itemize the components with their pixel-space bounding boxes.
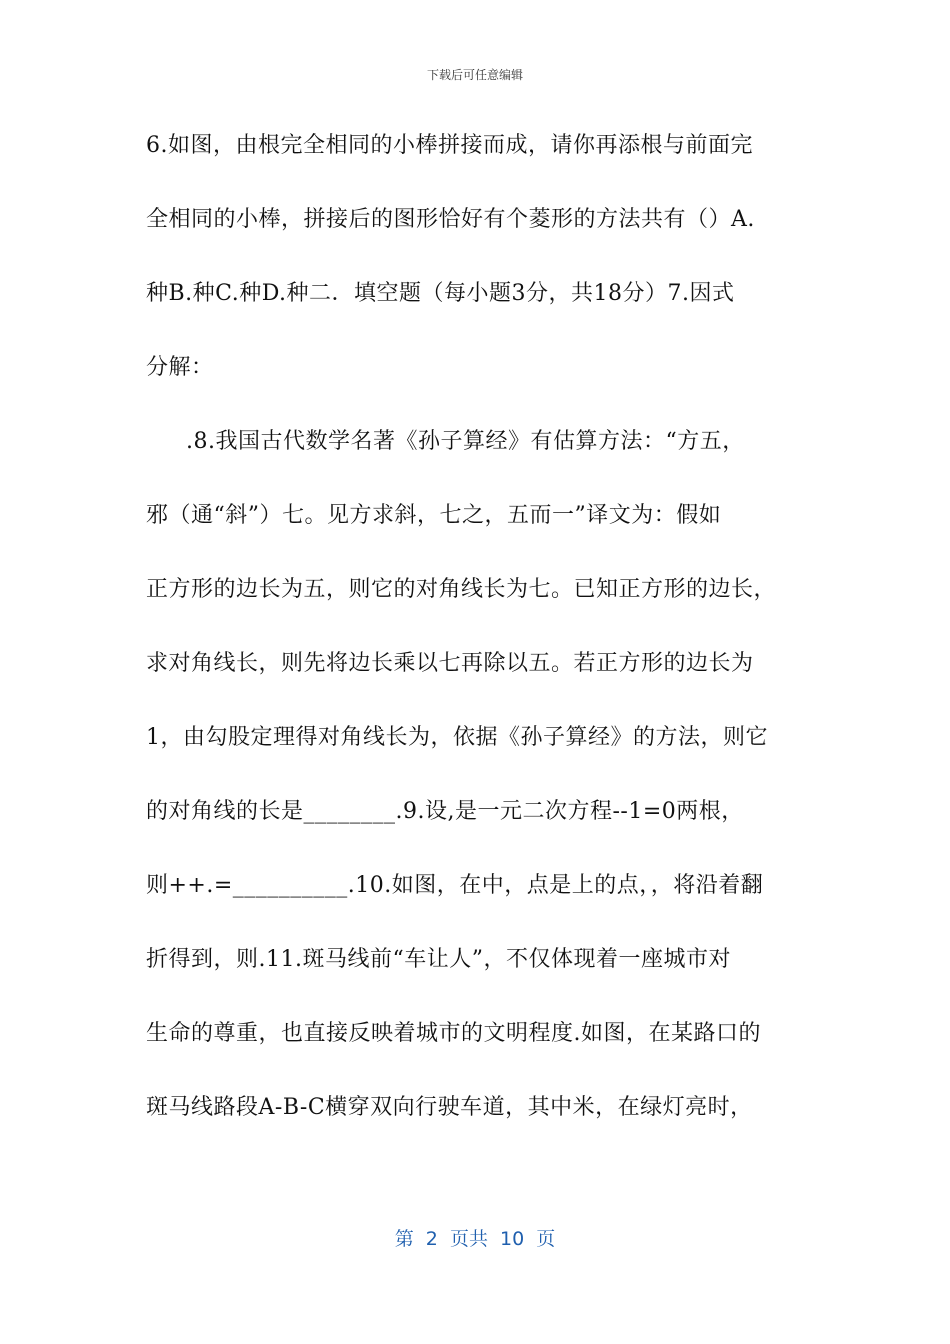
text-line: 1，由勾股定理得对角线长为，依据《孙子算经》的方法，则它 xyxy=(146,725,768,750)
text-line: 正方形的边长为五，则它的对角线长为七。已知正方形的边长， xyxy=(146,577,777,602)
text-line: 邪（通“斜”）七。见方求斜，七之，五而一”译文为：假如 xyxy=(146,503,722,528)
text-line: 分解： xyxy=(146,355,214,380)
text-line: 斑马线路段A-B-C横穿双向行驶车道，其中米，在绿灯亮时， xyxy=(146,1095,753,1120)
text-line: .8.我国古代数学名著《孙子算经》有估算方法：“方五， xyxy=(186,429,745,454)
page-header: 下载后可任意编辑 xyxy=(426,68,523,82)
text-line: 全相同的小棒，拼接后的图形恰好有个菱形的方法共有（）A. xyxy=(146,207,755,232)
page-footer xyxy=(0,1224,950,1251)
text-line: 则++.=__________.10.如图，在中，点是上的点，，将沿着翻 xyxy=(146,873,764,898)
text-line: 种B.种C.种D.种二．填空题（每小题3分，共18分）7.因式 xyxy=(146,281,735,306)
text-line: 求对角线长，则先将边长乘以七再除以五。若正方形的边长为 xyxy=(146,651,754,676)
text-line: 的对角线的长是________.9.设,是一元二次方程--1=0两根， xyxy=(146,799,744,824)
text-line: 折得到，则.11.斑马线前“车让人”，不仅体现着一座城市对 xyxy=(146,947,731,972)
text-line: 生命的尊重，也直接反映着城市的文明程度.如图，在某路口的 xyxy=(146,1021,761,1046)
text-line: 6.如图，由根完全相同的小棒拼接而成，请你再添根与前面完 xyxy=(146,133,753,158)
document-body xyxy=(146,119,816,1155)
page-number: 第 2 页共 10 页 xyxy=(394,1228,556,1250)
